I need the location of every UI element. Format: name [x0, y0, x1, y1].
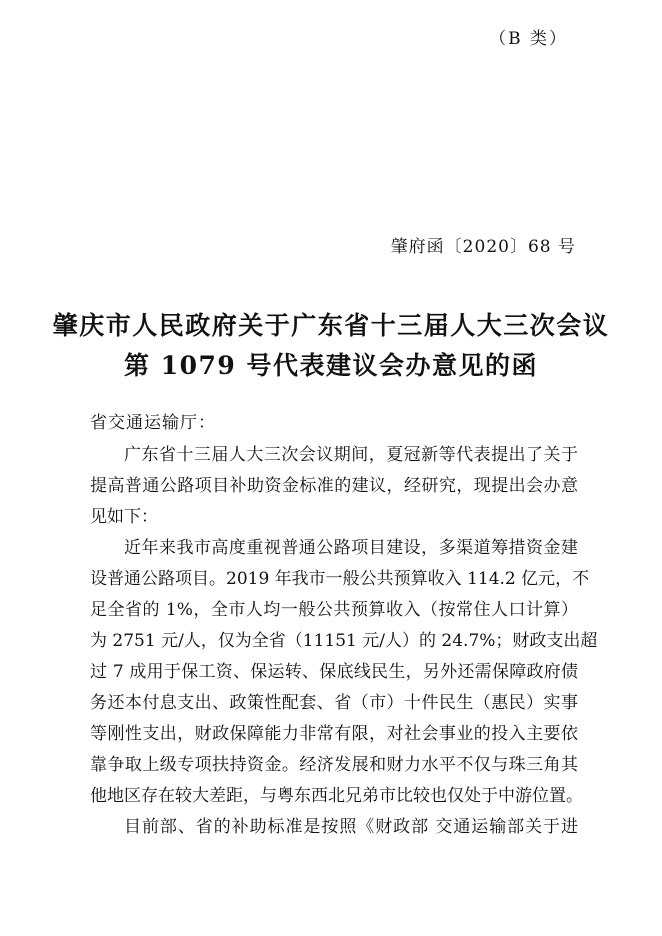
- paragraph-1-line-1: 广东省十三届人大三次会议期间，夏冠新等代表提出了关于: [124, 445, 578, 465]
- title-line-2: 第 1079 号代表建议会办意见的函: [124, 351, 538, 380]
- paragraph-1-line-2: 提高普通公路项目补助资金标准的建议，经研究，现提出会办意: [90, 476, 578, 496]
- paragraph-2-line-2: 设普通公路项目。2019 年我市一般公共预算收入 114.2 亿元，不: [90, 569, 590, 589]
- document-number: 肇府函〔2020〕68 号: [390, 237, 576, 257]
- paragraph-2-line-9: 他地区存在较大差距，与粤东西北兄弟市比较也仅处于中游位置。: [90, 786, 583, 806]
- paragraph-1-line-3: 见如下：: [90, 507, 158, 527]
- document-title: [40, 306, 622, 386]
- paragraph-2-line-5: 过 7 成用于保工资、保运转、保底线民生，另外还需保障政府债: [90, 662, 578, 682]
- paragraph-3-line-1: 目前部、省的补助标准是按照《财政部 交通运输部关于进: [124, 817, 578, 837]
- paragraph-2-line-4: 为 2751 元/人，仅为全省（11151 元/人）的 24.7%；财政支出超: [90, 631, 598, 651]
- salutation: 省交通运输厅：: [90, 413, 216, 433]
- classification-label: （B 类）: [489, 29, 568, 49]
- title-line-1: 肇庆市人民政府关于广东省十三届人大三次会议: [52, 311, 610, 340]
- paragraph-2-line-3: 足全省的 1%，全市人均一般公共预算收入（按常住人口计算）: [90, 600, 578, 620]
- paragraph-2-line-1: 近年来我市高度重视普通公路项目建设，多渠道筹措资金建: [124, 538, 578, 558]
- paragraph-2-line-7: 等刚性支出，财政保障能力非常有限，对社会事业的投入主要依: [90, 724, 578, 744]
- paragraph-2-line-6: 务还本付息支出、政策性配套、省（市）十件民生（惠民）实事: [90, 693, 578, 713]
- body-text: [90, 440, 598, 843]
- paragraph-2-line-8: 靠争取上级专项扶持资金。经济发展和财力水平不仅与珠三角其: [90, 755, 578, 775]
